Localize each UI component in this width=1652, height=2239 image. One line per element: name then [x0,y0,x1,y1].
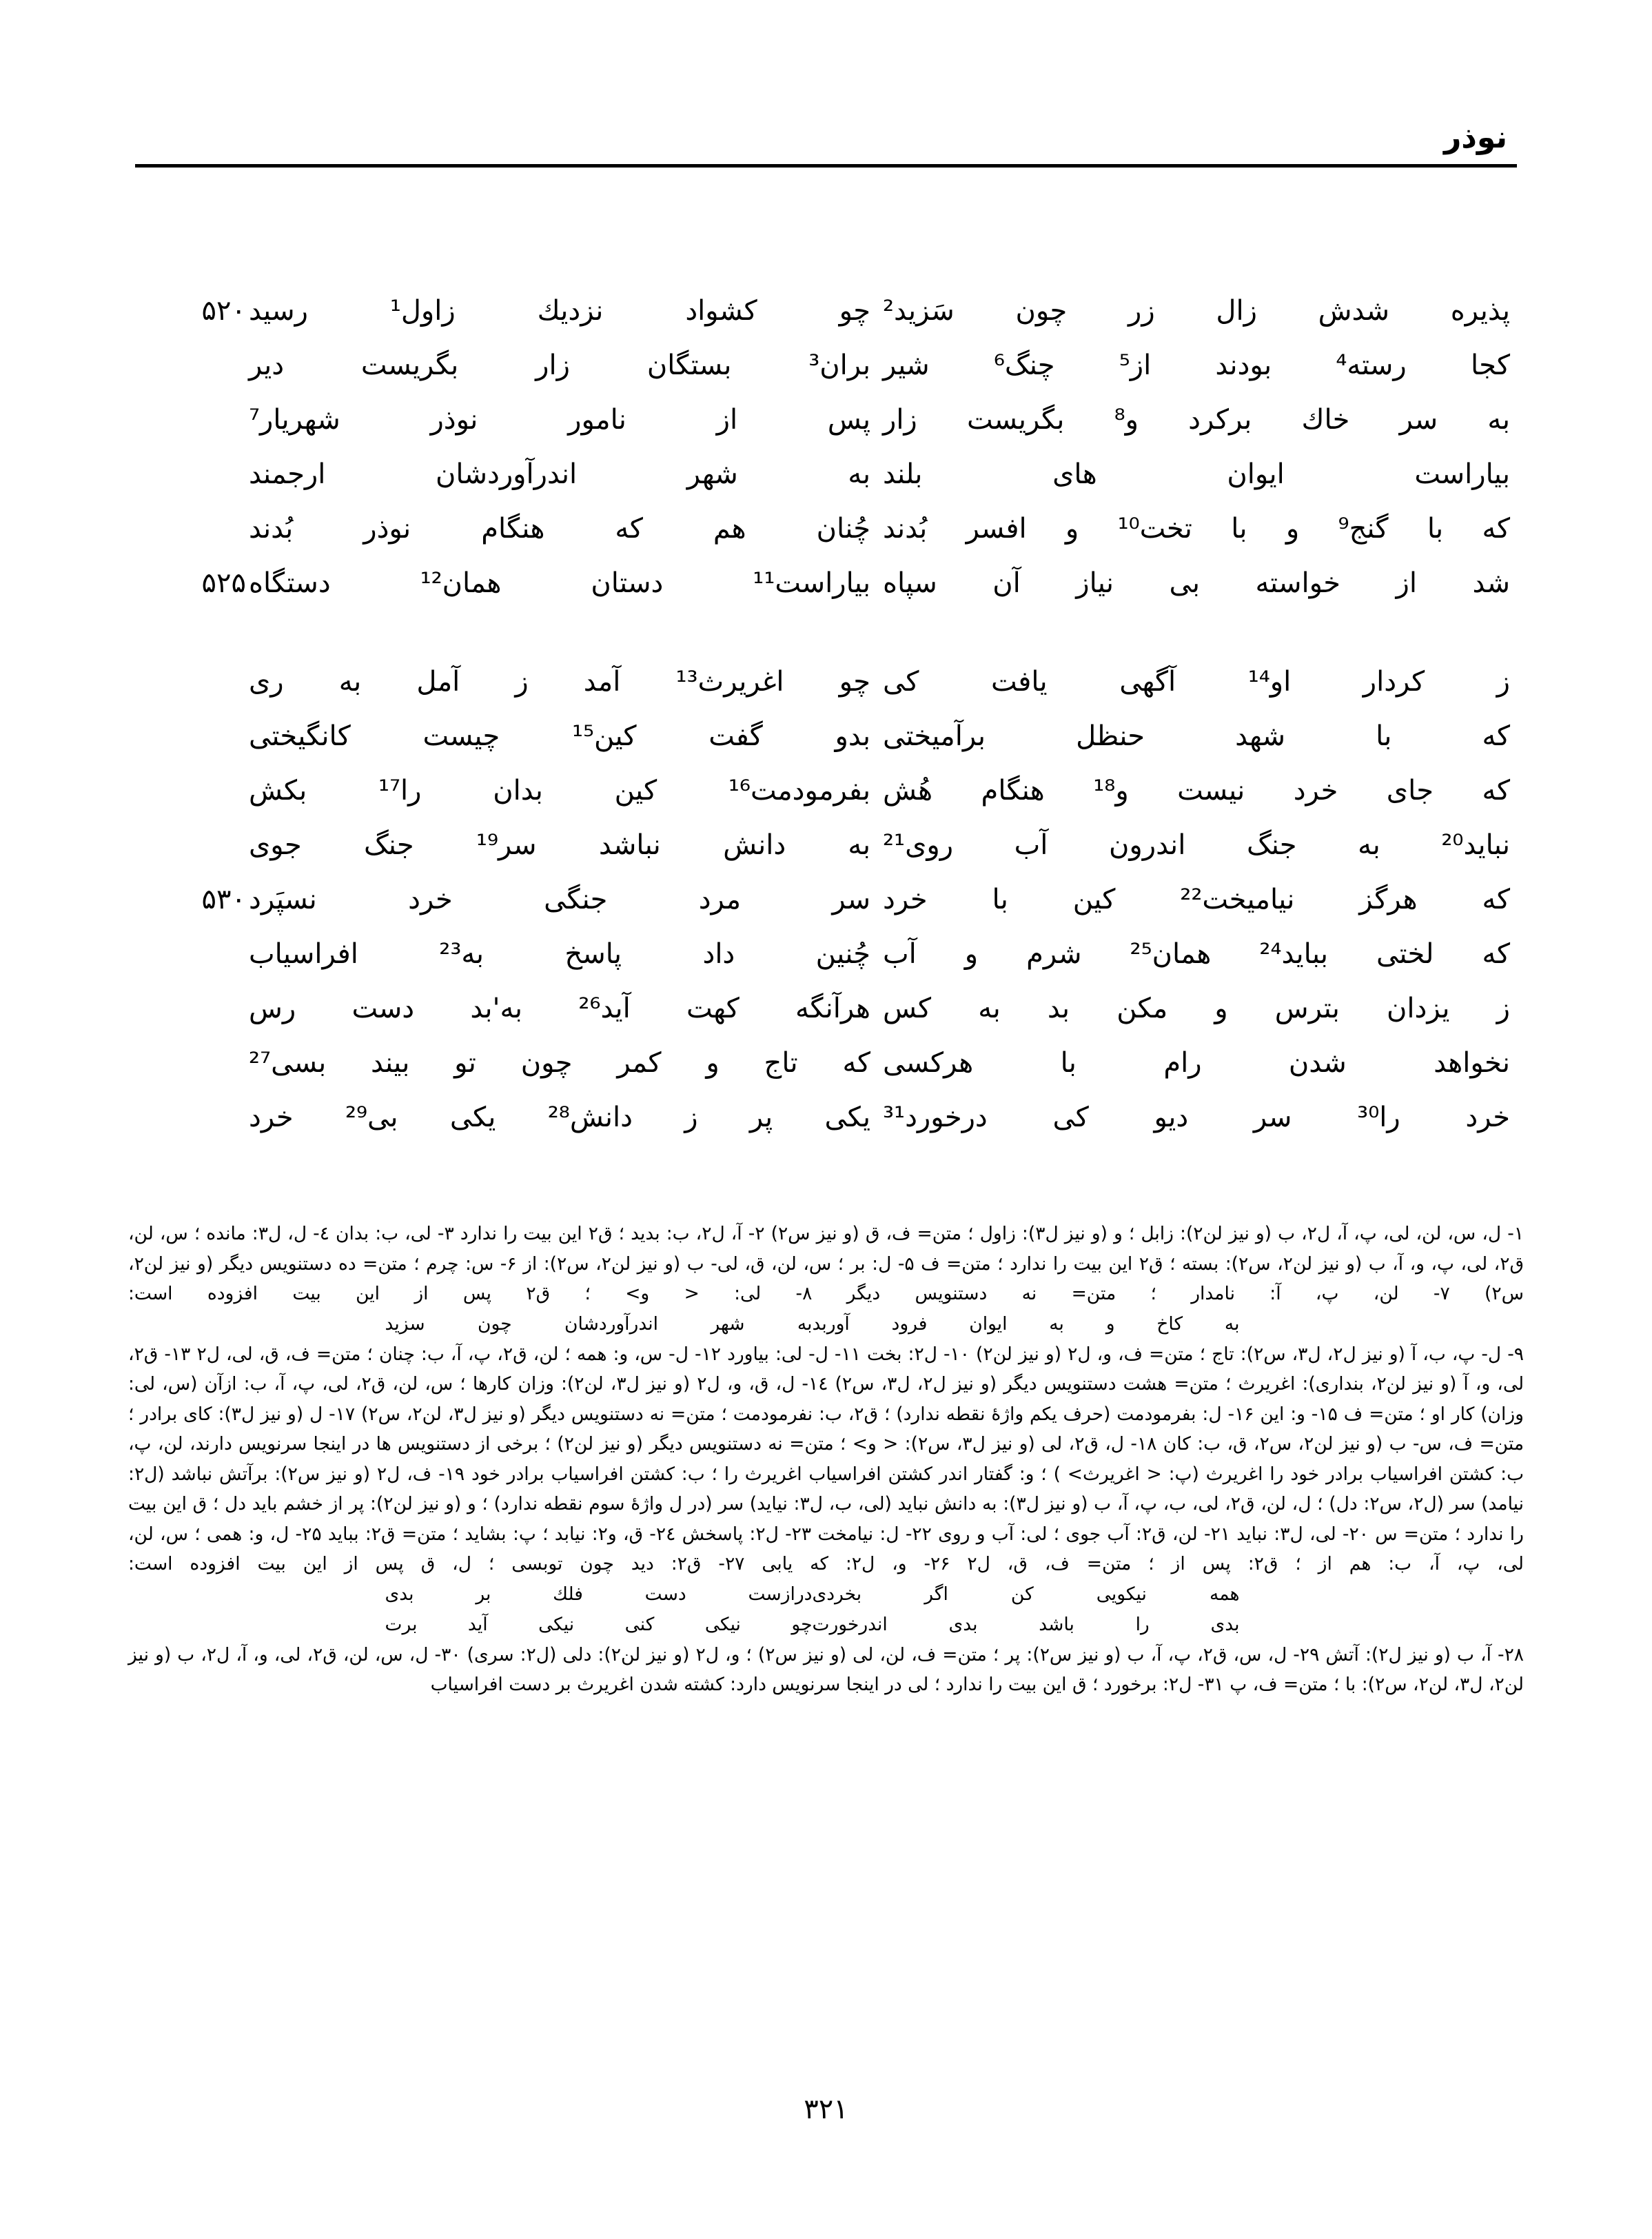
verse-line [135,709,1517,764]
hemistich-b: که هرگز نیامیخت²² کین با خرد [883,884,1510,915]
hemistich-b: کجا رسته⁴ بودند از⁵ چنگ⁶ شیر [883,349,1510,381]
hemistich-b: به سر خاك برکرد و⁸ بگریست زار [883,404,1510,436]
verse-line [135,873,1517,927]
hemistich-b: بیاراست ایوان های بلند [883,458,1510,490]
verse-line [135,927,1517,982]
hemistich-b: ز کردار او¹⁴ آگهی یافت کی [883,666,1510,698]
hemistich-b: که لختی بباید²⁴ همان²⁵ شرم و آب [883,938,1510,970]
inserted-hemistich-b: به کاخ و به ایوان فرود آوربد [812,1313,1240,1335]
inserted-hemistich-b: بدی را باشد بدی اندرخورت [812,1613,1240,1635]
inserted-verse [128,1309,1524,1339]
verse-line [135,982,1517,1036]
inserted-verse [128,1610,1524,1640]
verse-line [135,556,1517,611]
inserted-verse [128,1579,1524,1610]
hemistich-a: بفرمودمت¹⁶ کین بدان را¹⁷ بکش [249,775,870,807]
hemistich-a: چو کشواد نزدیك زاول¹ رسید [249,295,870,327]
hemistich-a: سر مرد جنگی خرد نسپَرد [249,884,870,915]
verse-line [135,284,1517,338]
verse-line [135,447,1517,502]
footnote-apparatus [128,1219,1524,1700]
hemistich-b: نباید²⁰ به جنگ اندرون آب روی²¹ [883,829,1510,861]
hemistich-b: پذیره شدش زال زر چون سَزید² [883,295,1510,327]
verse-group [135,655,1517,1145]
verse-body [135,284,1517,1145]
hemistich-a: بران³ بستگان زار بگریست دیر [249,349,870,381]
hemistich-a: هرآنگه کهت آید²⁶ به'بد دست رس [249,993,871,1024]
hemistich-a: چُنان هم که هنگام نوذر بُدند [249,513,870,545]
verse-number: ۵۲۵ [201,567,246,599]
hemistich-b: که جای خرد نیست و¹⁸ هنگام هُش [883,775,1510,807]
footnote-paragraph: ۹- ل- پ، ب، آ (و نیز ل۲، ل۳، س۲): تاج ؛ متن= ف، و، ل۲ (و نیز لن۲) ۱۰- ل۲: بخت ۱۱- ل- لی: بیاورد ۱۲- ل- س، و: همه ؛ لن، ق۲، پ، آ، ب: چنان ؛ متن= ف، ق، لی، ل۲ ۱۳- ق۲، لی، و، آ (و نیز لن۲، بنداری): اغریرث ؛ متن= هشت دستنویس دیگر (و نیز ل۲، ل۳، س۲) ۱٤- ل، ق، و، ل۲ (و نیز ل۳، لن۲): وزان کارها ؛ س، لن، ق۲، لی، پ، آ، ب: ازآن (س، لی: وزان) کار او ؛ متن= ف ۱۵- و: این ۱۶- ل: بفرمودمت (حرف یکم واژهٔ نقطه ندارد) ؛ ق۲، ب: نفرمودمت ؛ متن= نه دستنویس دیگر (و نیز ل۳، لن۲، س۲) ۱۷- ل (و نیز ل۳): کای برادر ؛ متن= ف، س- ب (و نیز لن۲، س۲، ق، ب: کان ۱۸- ل، ق۲، لی (و نیز ل۳، س۲): < و> ؛ متن= نه دستنویس دیگر (و نیز لن۲) ؛ برخی از دستنویس ها در اینجا سرنویس دارند، لن، پ، ب: کشتن افراسیاب برادر خود را اغریرث (پ: < اغریرث> ) ؛ و: گفتار اندر کشتن افراسیاب اغریرث را ؛ ب: کشتن افراسیاب برادر خود ۱۹- ف، ل۲ (و نیز س۲): برآتش نباشد (ل۲: نیامد) سر (ل۲، س۲: دل) ؛ ل، لن، ق۲، لی، ب، پ، آ، ب (و نیز ل۳): به دانش نباید (لی، ب، ل۳: نیاید) سر (در ل واژهٔ سوم نقطه ندارد) ؛ و (و نیز لن۲): پر از خشم باید دل ؛ ق این بیت را ندارد ؛ متن= س ۲۰- لی، ل۳: نباید ۲۱- لن، ق۲: آب جوی ؛ لی: آب و روی ۲۲- ل: نیامخت ۲۳- ل۲: پاسخش ۲٤- ق، و۲: نیابد ؛ پ: بشاید ؛ متن= ق۲: بباید ۲۵- ل، و: همی ؛ س، لن، لی، پ، آ، ب: هم از ؛ ق۲: پس از ؛ متن= ف، ق، ل۲ ۲۶- و، ل۲: که یابی ۲۷- ق۲: دید چون توبسی ؛ ل، ق پس از این بیت افزوده است: [128,1343,1524,1574]
verse-number: ۵۳۰ [201,884,246,915]
inserted-hemistich-a: به شهر اندرآوردشان چون سزید [385,1313,813,1335]
footnote-paragraph: ۲۸- آ، ب (و نیز ل۲): آتش ۲۹- ل، س، ق۲، پ، آ، ب (و نیز س۲): پر ؛ متن= ف، لن، لی (و نیز س۲) ؛ و، ل۲ (و نیز لن۲): دلی (ل۲: سری) ۳۰- ل، س، لن، ق۲، لی، و، آ، ل۲، ب (و نیز لن۲، ل۳، لن۲، س۲): با ؛ متن= ف، پ ۳۱- ل۲: برخورد ؛ ق این بیت را ندارد ؛ لی در اینجا سرنویس دارد: کشته شدن اغریرث بر دست افراسیاب [128,1643,1524,1695]
hemistich-a: که تاج و کمر چون تو بیند بسی²⁷ [249,1047,870,1079]
hemistich-b: نخواهد شدن رام با هرکسی [883,1047,1510,1079]
footnote-paragraph: ۱- ل، س، لن، لی، پ، آ، ل۲، ب (و نیز لن۲): زابل ؛ و (و نیز ل۳): زاول ؛ متن= ف، ق (و نیز س۲) ۲- آ، ل۲، ب: بدید ؛ ق۲ این بیت را ندارد ۳- لی، ب: بدان ٤- ل، ل۳: مانده ؛ س، لن، ق۲، لی، پ، و، آ، ب (و نیز لن۲، س۲): بسته ؛ ق۲ این بیت را ندارد ؛ متن= ف ۵- ل: بر ؛ س، لن، ق، لی- ب (و نیز لن۲، س۲): از ۶- س: چرم ؛ متن= ده دستنویس دیگر (و نیز لن۲، س۲) ۷- لن، پ، آ: نامدار ؛ متن= نه دستنویس دیگر ۸- لی: < و> ؛ ق۲ پس از این بیت افزوده است: [128,1223,1524,1304]
inserted-hemistich-b: همه نیکویی کن اگر بخردی [812,1583,1240,1605]
verse-line [135,818,1517,873]
hemistich-b: که با شهد حنظل برآمیختی [883,720,1510,752]
hemistich-a: به شهر اندرآوردشان ارجمند [249,458,870,490]
verse-line [135,338,1517,393]
verse-line [135,764,1517,818]
hemistich-a: به دانش نباشد سر¹⁹ جنگ جوی [249,829,871,861]
inserted-hemistich-a: درازست دست فلك بر بدی [385,1583,813,1605]
hemistich-a: پس از نامور نوذر شهریار⁷ [249,404,870,436]
hemistich-a: بیاراست¹¹ دستان همان¹² دستگاه [249,567,870,599]
hemistich-b: شد از خواسته بی نیاز آن سپاه [883,567,1510,599]
verse-group-spacer [135,611,1517,655]
hemistich-a: یکی پر ز دانش²⁸ یکی بی²⁹ خرد [249,1102,871,1133]
verse-line [135,1091,1517,1145]
header-divider-rule [135,164,1517,168]
running-header-title: نوذر [1443,120,1507,155]
hemistich-a: بدو گفت کین¹⁵ چیست کانگیختی [249,720,870,752]
verse-line [135,1036,1517,1091]
hemistich-a: چُنین داد پاسخ به²³ افراسیاب [249,938,870,970]
verse-group [135,284,1517,611]
page-header [135,120,1517,199]
verse-number: ۵۲۰ [201,295,246,327]
verse-line [135,655,1517,709]
verse-line [135,502,1517,556]
verse-line [135,393,1517,447]
inserted-hemistich-a: چو نیکی کنی نیکی آید برت [385,1613,813,1635]
page-number: ۳۲۱ [804,2094,848,2125]
hemistich-b: که با گنج⁹ و با تخت¹⁰ و افسر بُدند [883,513,1510,545]
hemistich-b: خرد را³⁰ سر دیو کی درخورد³¹ [883,1102,1510,1133]
hemistich-b: ز یزدان بترس و مکن بد به کس [883,993,1510,1024]
hemistich-a: چو اغریرث¹³ آمد ز آمل به ری [249,666,870,698]
